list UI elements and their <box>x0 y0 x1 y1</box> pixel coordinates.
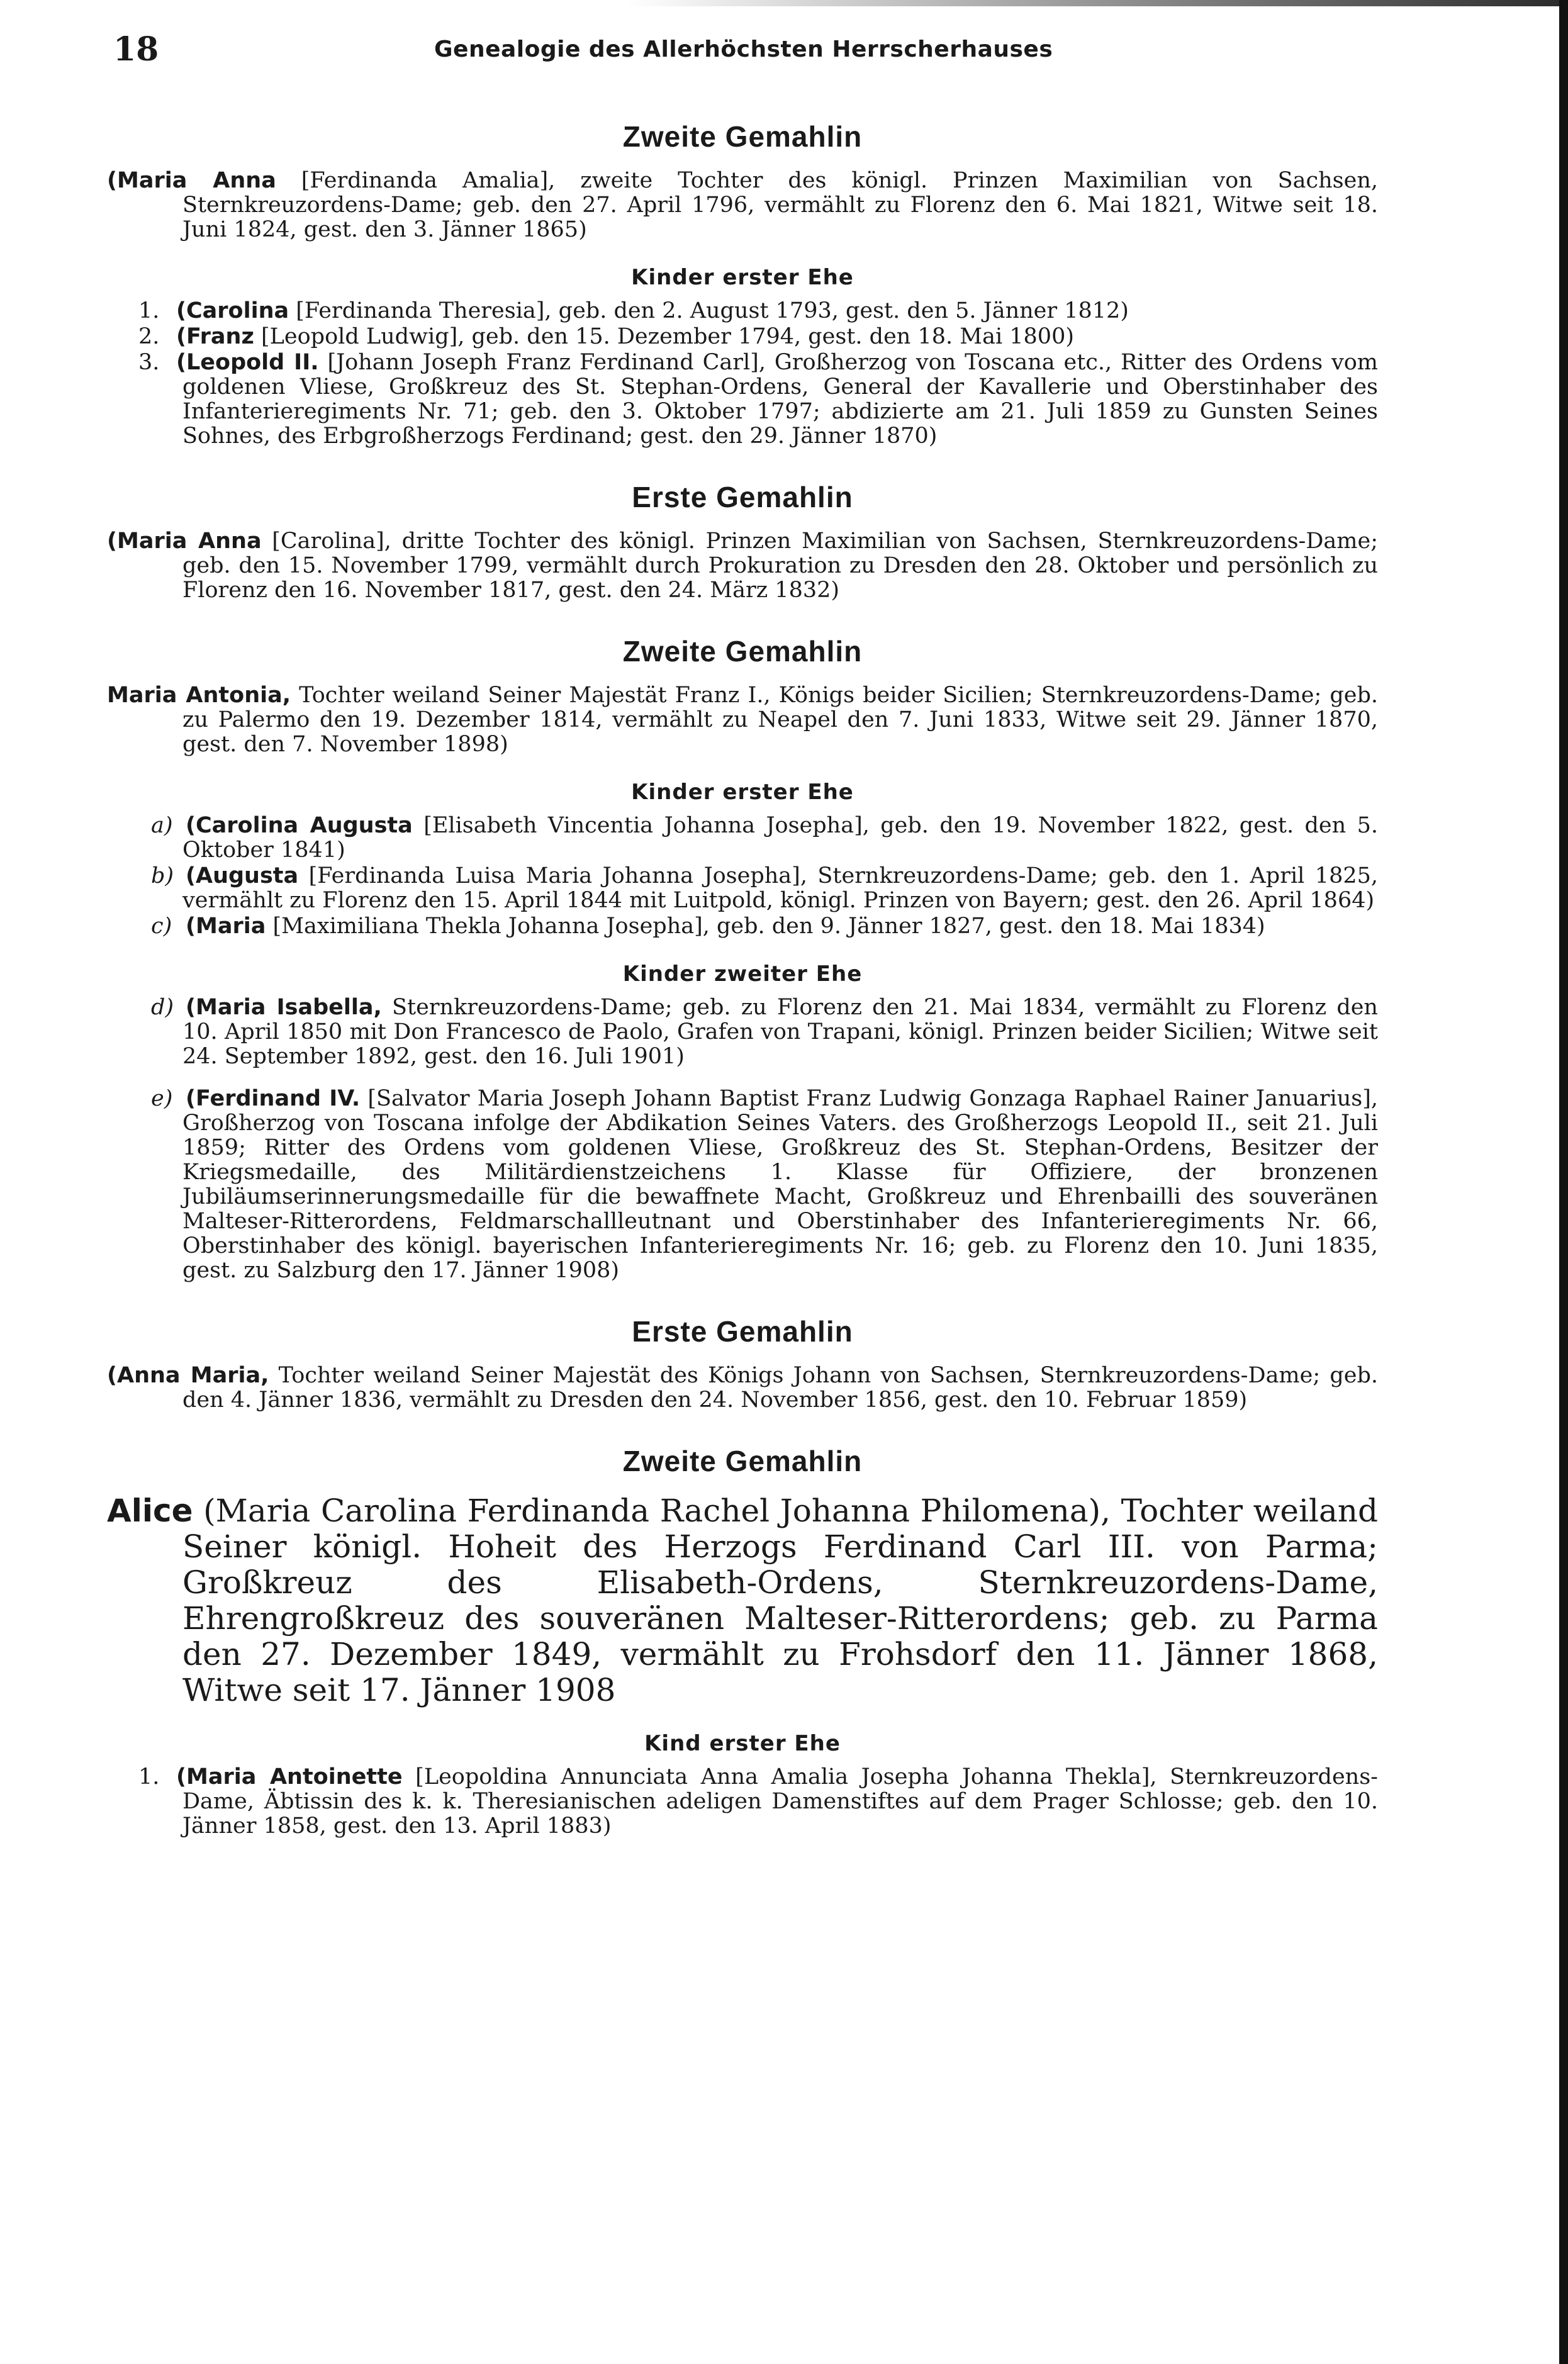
section-erste-gemahlin-1 <box>107 480 1378 603</box>
spouse-text: Tochter weiland Seiner Majestät Franz I., Königs beider Sicilien; Sternkreuzordens-Dame; geb. zu Palermo den 19. Dezember 1814, vermählt zu Neapel den 7. Juni 1833, Witwe seit 29. Jänner 1870, gest. den 7. November 1898) <box>182 683 1378 757</box>
spouse-entry <box>107 169 1378 242</box>
child-entry <box>107 325 1378 349</box>
child-name: (Ferdinand IV. <box>186 1086 361 1111</box>
child-name: (Leopold II. <box>176 350 319 375</box>
scan-border-top <box>0 0 1568 6</box>
child-text: [Johann Joseph Franz Ferdinand Carl], Großherzog von Toscana etc., Ritter des Ordens vom goldenen Vliese, Großkreuz des St. Stephan-Ordens, General der Kavallerie und Oberstinhaber des Infanterieregiments Nr. 71; geb. den 3. Oktober 1797; abdizierte am 21. Juli 1859 zu Gunsten Seines Sohnes, des Erbgroßherzogs Ferdinand; gest. den 29. Jänner 1870) <box>182 350 1378 449</box>
child-marker: a) <box>151 813 173 838</box>
section-zweite-gemahlin-2 <box>107 634 1378 1283</box>
child-entry <box>107 814 1378 863</box>
child-text: [Ferdinanda Luisa Maria Johanna Josepha], Sternkreuzordens-Dame; geb. den 1. April 1825, vermählt zu Florenz den 15. April 1844 mit Luitpold, königl. Prinzen von Bayern; gest. den 26. April 1864) <box>182 863 1378 913</box>
section-erste-gemahlin-2 <box>107 1314 1378 1413</box>
spouse-text: [Carolina], dritte Tochter des königl. Prinzen Maximilian von Sachsen, Sternkreuzordens-Dame; geb. den 15. November 1799, vermählt durch Prokuration zu Dresden den 28. Oktober und persönlich zu Florenz den 16. November 1817, gest. den 24. März 1832) <box>182 529 1378 603</box>
child-entry <box>107 1087 1378 1283</box>
child-name: (Maria Antoinette <box>176 1764 403 1790</box>
child-marker: 3. <box>138 350 160 375</box>
child-text: [Leopold Ludwig], geb. den 15. Dezember 1794, gest. den 18. Mai 1800) <box>260 324 1074 349</box>
spouse-text: [Ferdinanda Amalia], zweite Tochter des königl. Prinzen Maximilian von Sachsen, Sternkreuzordens-Dame; geb. den 27. April 1796, vermählt zu Florenz den 6. Mai 1821, Witwe seit 18. Juni 1824, gest. den 3. Jänner 1865) <box>182 168 1378 242</box>
spouse-text: (Maria Carolina Ferdinanda Rachel Johanna Philomena), Tochter weiland Seiner königl. Hoheit des Herzogs Ferdinand Carl III. von Parma; Großkreuz des Elisabeth-Ordens, Sternkreuzordens-Dame, Ehrengroßkreuz des souveränen Malteser-Ritterordens; geb. zu Parma den 27. Dezember 1849, vermählt zu Frohsdorf den 11. Jänner 1868, Witwe seit 17. Jänner 1908 <box>182 1493 1378 1708</box>
section-heading: Erste Gemahlin <box>632 1315 853 1348</box>
page-number: 18 <box>113 30 159 69</box>
child-marker: 1. <box>138 1764 160 1790</box>
child-name: (Augusta <box>186 863 299 888</box>
running-title: Genealogie des Allerhöchsten Herrscherhauses <box>434 36 1053 62</box>
running-header <box>107 25 1378 76</box>
child-marker: 1. <box>138 298 160 323</box>
spouse-name: Maria Antonia, <box>107 683 291 708</box>
child-text: Sternkreuzordens-Dame; geb. zu Florenz den 21. Mai 1834, vermählt zu Florenz den 10. April 1850 mit Don Francesco de Paolo, Grafen von Trapani, königl. Prinzen beider Sicilien; Witwe seit 24. September 1892, gest. den 16. Juli 1901) <box>182 995 1378 1069</box>
child-entry <box>107 1765 1378 1839</box>
spouse-entry <box>107 1364 1378 1413</box>
spouse-name: Alice <box>107 1493 193 1529</box>
children-heading: Kinder erster Ehe <box>631 780 854 805</box>
spouse-entry <box>107 529 1378 603</box>
section-heading: Zweite Gemahlin <box>622 1445 863 1477</box>
spouse-entry <box>107 1493 1378 1708</box>
child-marker: c) <box>151 914 172 939</box>
child-entry <box>107 350 1378 449</box>
child-marker: d) <box>151 995 174 1020</box>
child-entry <box>107 914 1378 939</box>
spouse-name: (Maria Anna <box>107 529 262 554</box>
section-heading: Erste Gemahlin <box>632 481 853 513</box>
section-zweite-gemahlin-3 <box>107 1444 1378 1839</box>
children-heading: Kind erster Ehe <box>644 1731 841 1756</box>
child-name: (Franz <box>176 324 254 349</box>
section-heading: Zweite Gemahlin <box>622 120 863 153</box>
scan-border-right <box>1559 0 1568 2364</box>
section-heading: Zweite Gemahlin <box>622 635 863 668</box>
child-entry <box>107 864 1378 913</box>
spouse-name: (Maria Anna <box>107 168 276 193</box>
child-entry <box>107 995 1378 1069</box>
child-marker: e) <box>151 1086 173 1111</box>
child-text: [Maximiliana Thekla Johanna Josepha], geb. den 9. Jänner 1827, gest. den 18. Mai 1834) <box>272 914 1265 939</box>
child-marker: 2. <box>138 324 160 349</box>
child-text: [Ferdinanda Theresia], geb. den 2. August 1793, gest. den 5. Jänner 1812) <box>296 298 1129 323</box>
child-entry <box>107 299 1378 323</box>
child-name: (Maria <box>186 914 266 939</box>
section-zweite-gemahlin-1 <box>107 120 1378 449</box>
child-text: [Elisabeth Vincentia Johanna Josepha], geb. den 19. November 1822, gest. den 5. Oktober 1841) <box>182 813 1378 863</box>
children-heading: Kinder erster Ehe <box>631 265 854 290</box>
child-name: (Carolina <box>176 298 289 323</box>
child-text: [Salvator Maria Joseph Johann Baptist Franz Ludwig Gonzaga Raphael Rainer Januarius], Großherzog von Toscana infolge der Abdikation Seines Vaters. des Großherzogs Leopold II., seit 21. Juli 1859; Ritter des Ordens vom goldenen Vliese, Großkreuz des St. Stephan-Ordens, Besitzer der Kriegsmedaille, des Militärdienstzeichens 1. Klasse für Offiziere, der bronzenen Jubiläumserinnerungsmedaille für die bewaffnete Macht, Großkreuz und Ehrenbailli des souveränen Malteser-Ritterordens, Feldmarschallleutnant und Oberstinhaber des Infanterieregiments Nr. 66, Oberstinhaber des königl. bayerischen Infanterieregiments Nr. 16; geb. zu Florenz den 10. Juni 1835, gest. zu Salzburg den 17. Jänner 1908) <box>182 1086 1378 1283</box>
spouse-text: Tochter weiland Seiner Majestät des Königs Johann von Sachsen, Sternkreuzordens-Dame; geb. den 4. Jänner 1836, vermählt zu Dresden den 24. November 1856, gest. den 10. Februar 1859) <box>182 1363 1378 1413</box>
document-page <box>107 25 1378 1840</box>
spouse-entry <box>107 683 1378 757</box>
child-name: (Carolina Augusta <box>186 813 413 838</box>
child-marker: b) <box>151 863 174 888</box>
child-name: (Maria Isabella, <box>186 995 382 1020</box>
child-text: [Leopoldina Annunciata Anna Amalia Josepha Johanna Thekla], Sternkreuzordens-Dame, Äbtissin des k. k. Theresianischen adeligen Damenstiftes auf dem Prager Schlosse; geb. den 10. Jänner 1858, gest. den 13. April 1883) <box>182 1764 1378 1839</box>
children-heading: Kinder zweiter Ehe <box>622 961 863 987</box>
spouse-name: (Anna Maria, <box>107 1363 269 1388</box>
